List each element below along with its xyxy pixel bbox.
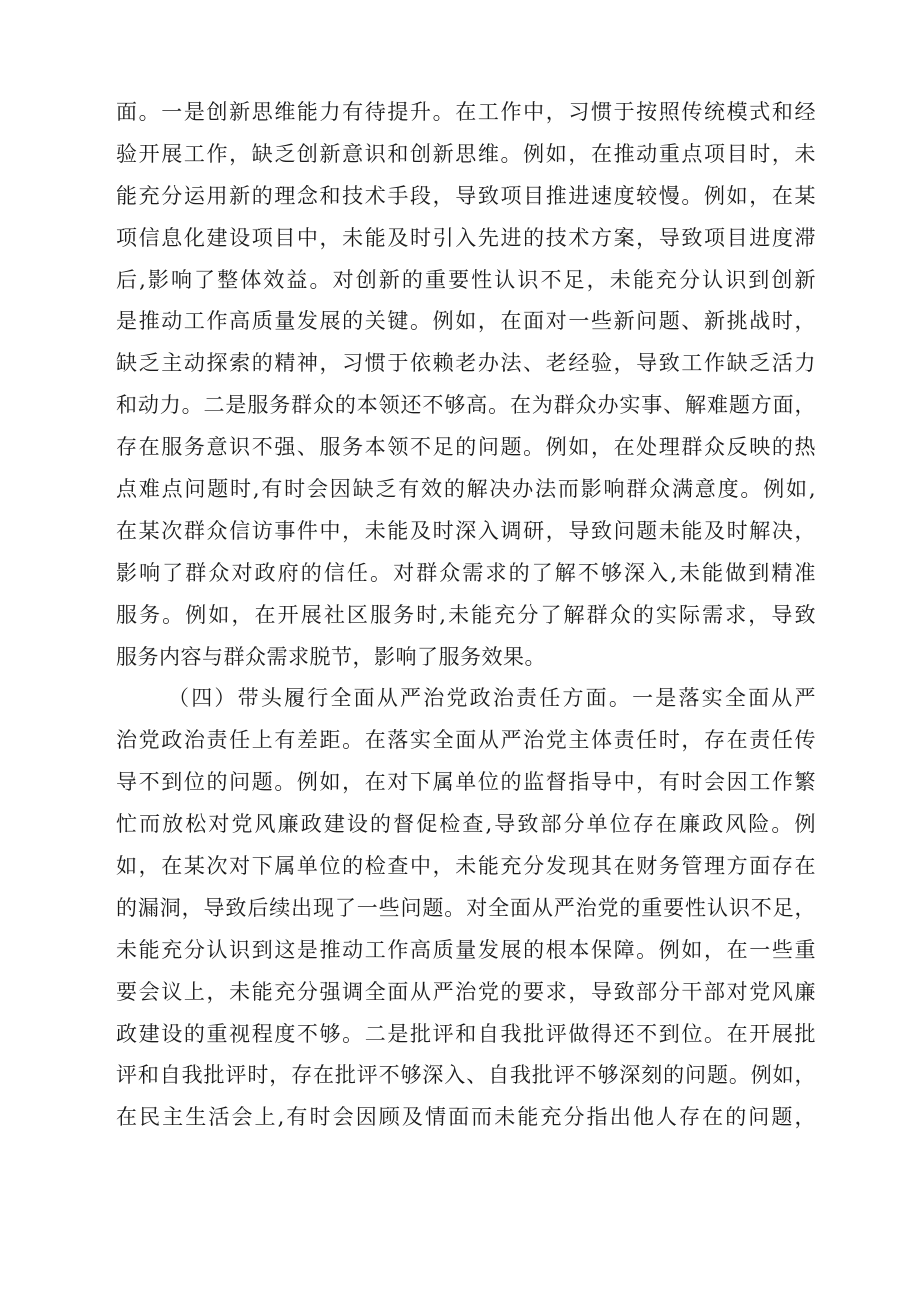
text-line: 服务内容与群众需求脱节，影响了服务效果。 bbox=[116, 644, 546, 669]
text-line: 的漏洞，导致后续出现了一些问题。对全面从严治党的重要性认识不足， bbox=[116, 895, 816, 920]
text-line: 导不到位的问题。例如，在对下属单位的监督指导中，有时会因工作繁 bbox=[116, 770, 816, 795]
text-line: 缺乏主动探索的精神，习惯于依赖老办法、老经验，导致工作缺乏活力 bbox=[116, 351, 816, 376]
text-line: 面。一是创新思维能力有待提升。在工作中，习惯于按照传统模式和经 bbox=[116, 100, 816, 124]
text-line: 能充分运用新的理念和技术手段，导致项目推进速度较慢。例如，在某 bbox=[116, 183, 816, 208]
text-line: 在民主生活会上,有时会因顾及情面而未能充分指出他人存在的问题， bbox=[116, 1105, 816, 1130]
text-line: 服务。例如，在开展社区服务时,未能充分了解群众的实际需求，导致 bbox=[116, 602, 816, 627]
text-line: 治党政治责任上有差距。在落实全面从严治党主体责任时，存在责任传 bbox=[116, 728, 816, 753]
text-line: 后,影响了整体效益。对创新的重要性认识不足，未能充分认识到创新 bbox=[116, 267, 816, 292]
text-line: 政建设的重视程度不够。二是批评和自我批评做得还不到位。在开展批 bbox=[116, 1021, 816, 1046]
text-line: 未能充分认识到这是推动工作高质量发展的根本保障。例如，在一些重 bbox=[116, 937, 816, 962]
text-line: 和动力。二是服务群众的本领还不够高。在为群众办实事、解难题方面， bbox=[116, 393, 816, 418]
text-line: 是推动工作高质量发展的关键。例如，在面对一些新问题、新挑战时， bbox=[116, 309, 816, 334]
section-heading-line: （四）带头履行全面从严治党政治责任方面。一是落实全面从严 bbox=[168, 686, 816, 711]
text-line: 评和自我批评时，存在批评不够深入、自我批评不够深刻的问题。例如， bbox=[116, 1063, 816, 1088]
text-line: 在某次群众信访事件中，未能及时深入调研，导致问题未能及时解决， bbox=[116, 518, 816, 543]
text-line: 项信息化建设项目中，未能及时引入先进的技术方案，导致项目进度滞 bbox=[116, 225, 816, 250]
text-line: 影响了群众对政府的信任。对群众需求的了解不够深入,未能做到精准 bbox=[116, 560, 816, 585]
body-text bbox=[116, 92, 816, 1139]
text-line: 要会议上，未能充分强调全面从严治党的要求，导致部分干部对党风廉 bbox=[116, 979, 816, 1004]
text-line: 验开展工作，缺乏创新意识和创新思维。例如，在推动重点项目时，未 bbox=[116, 141, 816, 166]
text-line: 点难点问题时,有时会因缺乏有效的解决办法而影响群众满意度。例如, bbox=[116, 477, 816, 502]
text-line: 如，在某次对下属单位的检查中，未能充分发现其在财务管理方面存在 bbox=[116, 854, 816, 879]
text-line: 忙而放松对党风廉政建设的督促检查,导致部分单位存在廉政风险。例 bbox=[116, 812, 816, 837]
text-line: 存在服务意识不强、服务本领不足的问题。例如，在处理群众反映的热 bbox=[116, 435, 816, 460]
